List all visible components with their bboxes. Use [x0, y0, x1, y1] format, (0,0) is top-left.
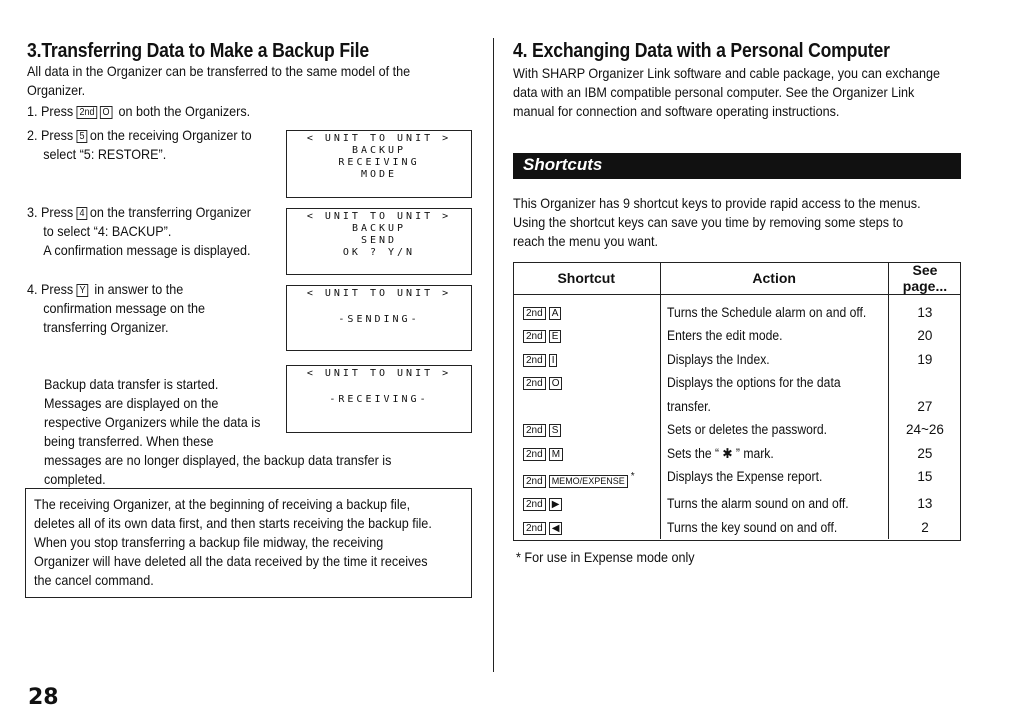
key-2nd: 2nd	[523, 354, 546, 367]
key-o: O	[549, 377, 563, 390]
step-4: 4. Press Y in answer to the confirmation message on the transferring Organizer.	[27, 281, 205, 335]
table-row: 2nd A Turns the Schedule alarm on and off. 13	[513, 301, 961, 325]
shortcut-table	[513, 262, 961, 539]
table-row: 2nd S Sets or deletes the password. 24~26	[513, 418, 961, 442]
step-2: 2. Press 5 on the receiving Organizer to select “5: RESTORE”.	[27, 127, 252, 162]
table-row: 2nd O Displays the options for the data transfer. 27	[513, 371, 961, 418]
table-row: 2nd MEMO/EXPENSE * Displays the Expense report. 15	[513, 465, 961, 492]
expense-footnote: * For use in Expense mode only	[516, 549, 695, 565]
key-a: A	[549, 307, 562, 320]
header-action: Action	[660, 262, 888, 295]
key-2nd: 2nd	[523, 424, 546, 437]
key-e: E	[549, 330, 562, 343]
page-number: 28	[28, 685, 59, 710]
table-row: 2nd M Sets the “ ✱ ” mark. 25	[513, 442, 961, 466]
arrow-left-icon: ◀	[549, 522, 563, 535]
table-row: 2nd ◀ Turns the key sound on and off. 2	[513, 516, 961, 540]
lcd-display-receiving-mode: < UNIT TO UNIT > BACKUP RECEIVING MODE	[286, 130, 472, 198]
key-5: 5	[77, 130, 87, 143]
key-i: I	[549, 354, 558, 367]
step-1: 1. Press 2nd O on both the Organizers.	[27, 103, 251, 119]
table-row: 2nd ▶ Turns the alarm sound on and off. 13	[513, 492, 961, 516]
shortcuts-intro: This Organizer has 9 shortcut keys to provide rapid access to the menus. Using the shortcut keys can save you time by removing some steps to reach the menu you want.	[513, 195, 921, 249]
section-heading-pc-exchange: 4. Exchanging Data with a Personal Computer	[513, 40, 890, 62]
key-o: O	[100, 106, 112, 119]
key-memo-expense: MEMO/EXPENSE	[549, 475, 628, 488]
key-4: 4	[77, 207, 87, 220]
table-row: 2nd I Displays the Index. 19	[513, 348, 961, 372]
lcd-display-sending: < UNIT TO UNIT > -SENDING-	[286, 285, 472, 351]
pc-exchange-intro: With SHARP Organizer Link software and cable package, you can exchange data with an IBM compatible personal computer. See the Organizer Link manual for connection and software operating instructions.	[513, 65, 941, 119]
backup-transfer-paragraph: Backup data transfer is started. Messages are displayed on the respective Organizers while the data is being transferred. When these messages are no longer displayed, the backup data transfer is completed.	[44, 376, 392, 487]
table-row: 2nd E Enters the edit mode. 20	[513, 324, 961, 348]
header-see-page: See page...	[888, 262, 961, 295]
lcd-display-receiving: < UNIT TO UNIT > -RECEIVING-	[286, 365, 472, 433]
key-2nd: 2nd	[523, 498, 546, 511]
key-2nd: 2nd	[523, 475, 546, 488]
column-divider	[493, 38, 494, 672]
key-2nd: 2nd	[523, 522, 546, 535]
receiving-note-box: The receiving Organizer, at the beginning of receiving a backup file, deletes all of its own data first, and then starts receiving the backup file. When you stop transferring a backup file midway, the receiving Organizer will have deleted all the data received by the time it receives the cancel command.	[25, 488, 472, 598]
backup-intro: All data in the Organizer can be transferred to the same model of the Organizer.	[27, 63, 411, 98]
key-m: M	[549, 448, 563, 461]
key-2nd: 2nd	[523, 330, 546, 343]
key-s: S	[549, 424, 562, 437]
key-2nd: 2nd	[523, 307, 546, 320]
header-shortcut: Shortcut	[513, 262, 660, 295]
key-2nd: 2nd	[523, 377, 546, 390]
section-heading-backup: 3.Transferring Data to Make a Backup File	[27, 40, 369, 62]
shortcuts-banner: Shortcuts	[513, 153, 961, 179]
key-2nd: 2nd	[77, 106, 97, 119]
key-2nd: 2nd	[523, 448, 546, 461]
lcd-display-backup-send: < UNIT TO UNIT > BACKUP SEND OK ? Y/N	[286, 208, 472, 275]
arrow-right-icon: ▶	[549, 498, 563, 511]
key-y: Y	[77, 284, 88, 297]
table-header-row	[513, 262, 961, 295]
step-3: 3. Press 4 on the transferring Organizer to select “4: BACKUP”. A confirmation message is displayed.	[27, 204, 251, 258]
